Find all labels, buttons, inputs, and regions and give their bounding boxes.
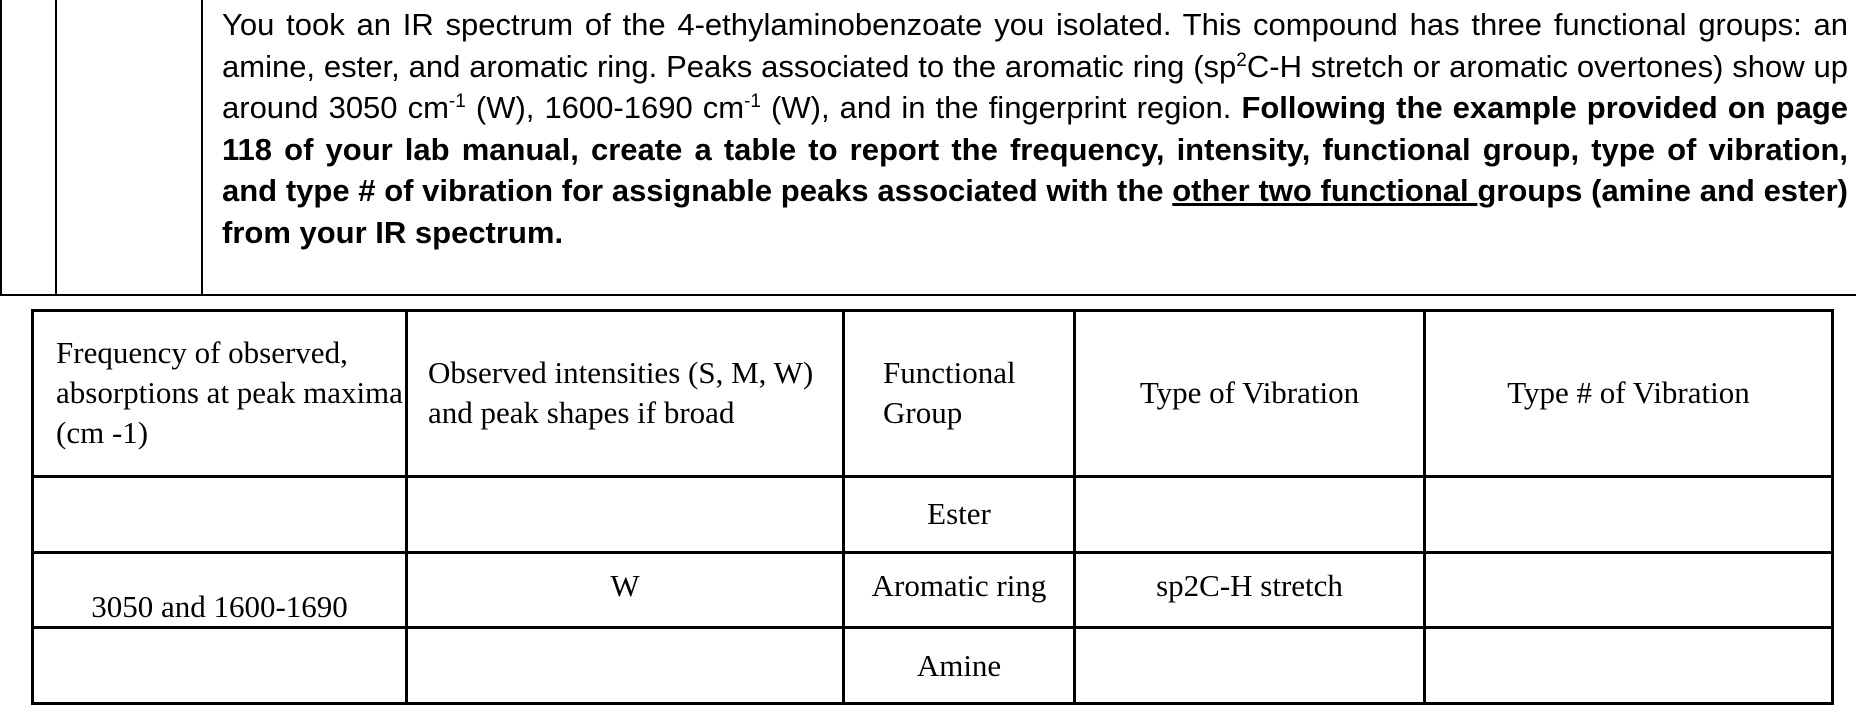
cell-border-divider-1 (55, 0, 57, 296)
cell-vibration-number[interactable] (1425, 552, 1833, 628)
cell-intensity[interactable]: W (407, 552, 844, 628)
cell-border-left (0, 0, 2, 296)
question-text-part: C-H stretch or aromatic overtones) show up around 3050 cm (222, 48, 1848, 125)
cell-functional-group: Ester (844, 476, 1075, 552)
table-row (33, 552, 1833, 628)
cell-vibration-number[interactable] (1425, 628, 1833, 704)
cell-border-divider-2 (201, 0, 203, 296)
instruction-underlined: other two functional (1172, 173, 1478, 208)
header-intensity: Observed intensities (S, M, W) and peak shapes if broad (407, 311, 844, 477)
superscript-minus-one: -1 (448, 91, 466, 112)
superscript-2: 2 (1236, 49, 1247, 71)
superscript-minus-one: -1 (744, 91, 761, 112)
instruction-part: Following the example provided on page 118 of your lab manual, create a table to report the frequency, intensity, functional group, type of vibration, and type # of vibration for assignable peaks associated with the (222, 90, 1849, 208)
table-header-row (33, 311, 1833, 477)
report-table-container (31, 309, 1831, 705)
header-vibration-type: Type of Vibration (1075, 311, 1425, 477)
report-table (31, 309, 1834, 705)
header-frequency: Frequency of observed, absorptions at peak maxima (cm -1) (33, 311, 407, 477)
header-functional-group: Functional Group (844, 311, 1075, 477)
question-row (0, 0, 1856, 296)
cell-intensity[interactable] (407, 476, 844, 552)
cell-vibration-type[interactable]: sp2C-H stretch (1075, 552, 1425, 628)
question-text-part: (W), 1600-1690 cm (465, 90, 745, 125)
cell-vibration-number[interactable] (1425, 476, 1833, 552)
cell-vibration-type[interactable] (1075, 476, 1425, 552)
cell-frequency[interactable] (33, 628, 407, 704)
cell-functional-group: Amine (844, 628, 1075, 704)
instruction-part: groups (amine and ester) from your IR spectrum. (222, 173, 1848, 250)
cell-functional-group: Aromatic ring (844, 552, 1075, 628)
cell-intensity[interactable] (407, 628, 844, 704)
header-vibration-number: Type # of Vibration (1425, 311, 1833, 477)
question-intro: You took an IR spectrum of the 4-ethylaminobenzoate you isolated. This compound has three functional groups: an amine, ester, and aromatic ring. Peaks associated to the aromatic ring (sp (222, 7, 1848, 84)
question-text-part: (W), and in the fingerprint region. (760, 90, 1242, 125)
cell-vibration-type[interactable] (1075, 628, 1425, 704)
question-text (222, 4, 1848, 253)
cell-frequency[interactable] (33, 476, 407, 552)
table-row (33, 476, 1833, 552)
table-row (33, 628, 1833, 704)
cell-frequency[interactable]: 3050 and 1600-1690 (33, 552, 407, 628)
